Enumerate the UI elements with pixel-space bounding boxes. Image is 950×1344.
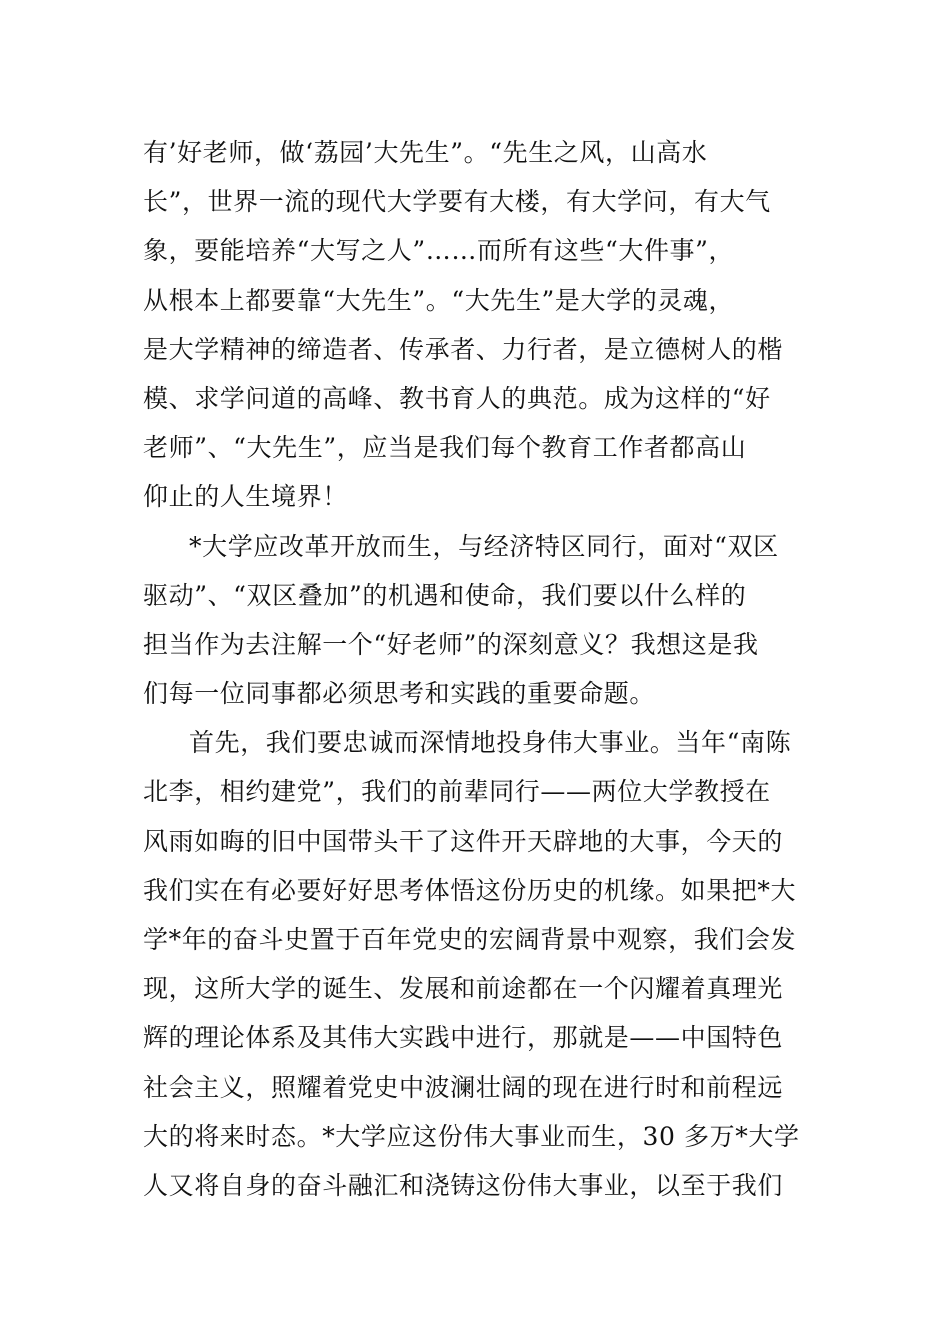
text-line: 首先，我们要忠诚而深情地投身伟大事业。当年“南陈 bbox=[189, 728, 792, 758]
text-line: 象，要能培养“大写之人”……而所有这些“大件事”， bbox=[143, 236, 735, 266]
text-line: 辉的理论体系及其伟大实践中进行，那就是——中国特色 bbox=[143, 1023, 784, 1053]
text-line: 大的将来时态。*大学应这份伟大事业而生，30 多万*大学 bbox=[143, 1121, 800, 1151]
text-line: 驱动”、“双区叠加”的机遇和使命，我们要以什么样的 bbox=[143, 580, 747, 610]
text-line: 模、求学问道的高峰、教书育人的典范。成为这样的“好 bbox=[143, 383, 771, 413]
text-line: 老师”、“大先生”，应当是我们每个教育工作者都高山 bbox=[143, 433, 747, 463]
text-line: 是大学精神的缔造者、传承者、力行者，是立德树人的楷 bbox=[143, 334, 784, 364]
text-line: 现，这所大学的诞生、发展和前途都在一个闪耀着真理光 bbox=[143, 974, 784, 1004]
text-line: 人又将自身的奋斗融汇和浇铸这份伟大事业，以至于我们 bbox=[143, 1170, 784, 1200]
text-line: 风雨如晦的旧中国带头干了这件开天辟地的大事，今天的 bbox=[143, 826, 784, 856]
text-line: 学*年的奋斗史置于百年党史的宏阔背景中观察，我们会发 bbox=[143, 925, 797, 954]
text-line: 长”，世界一流的现代大学要有大楼，有大学问，有大气 bbox=[143, 187, 771, 217]
text-line: 有’好老师，做‘荔园’大先生”。“先生之风，山高水 bbox=[143, 138, 708, 167]
text-line: 们每一位同事都必须思考和实践的重要命题。 bbox=[143, 679, 656, 709]
body-text bbox=[143, 128, 808, 1210]
text-line: 北李，相约建党”，我们的前辈同行——两位大学教授在 bbox=[143, 777, 771, 807]
text-line: *大学应改革开放而生，与经济特区同行，面对“双区 bbox=[189, 531, 779, 561]
text-line: 从根本上都要靠“大先生”。“大先生”是大学的灵魂， bbox=[143, 285, 735, 315]
text-line: 仰止的人生境界！ bbox=[143, 482, 348, 512]
text-line: 担当作为去注解一个“好老师”的深刻意义？我想这是我 bbox=[143, 629, 759, 659]
text-line: 我们实在有必要好好思考体悟这份历史的机缘。如果把*大 bbox=[143, 875, 797, 905]
text-line: 社会主义，照耀着党史中波澜壮阔的现在进行时和前程远 bbox=[143, 1072, 784, 1102]
